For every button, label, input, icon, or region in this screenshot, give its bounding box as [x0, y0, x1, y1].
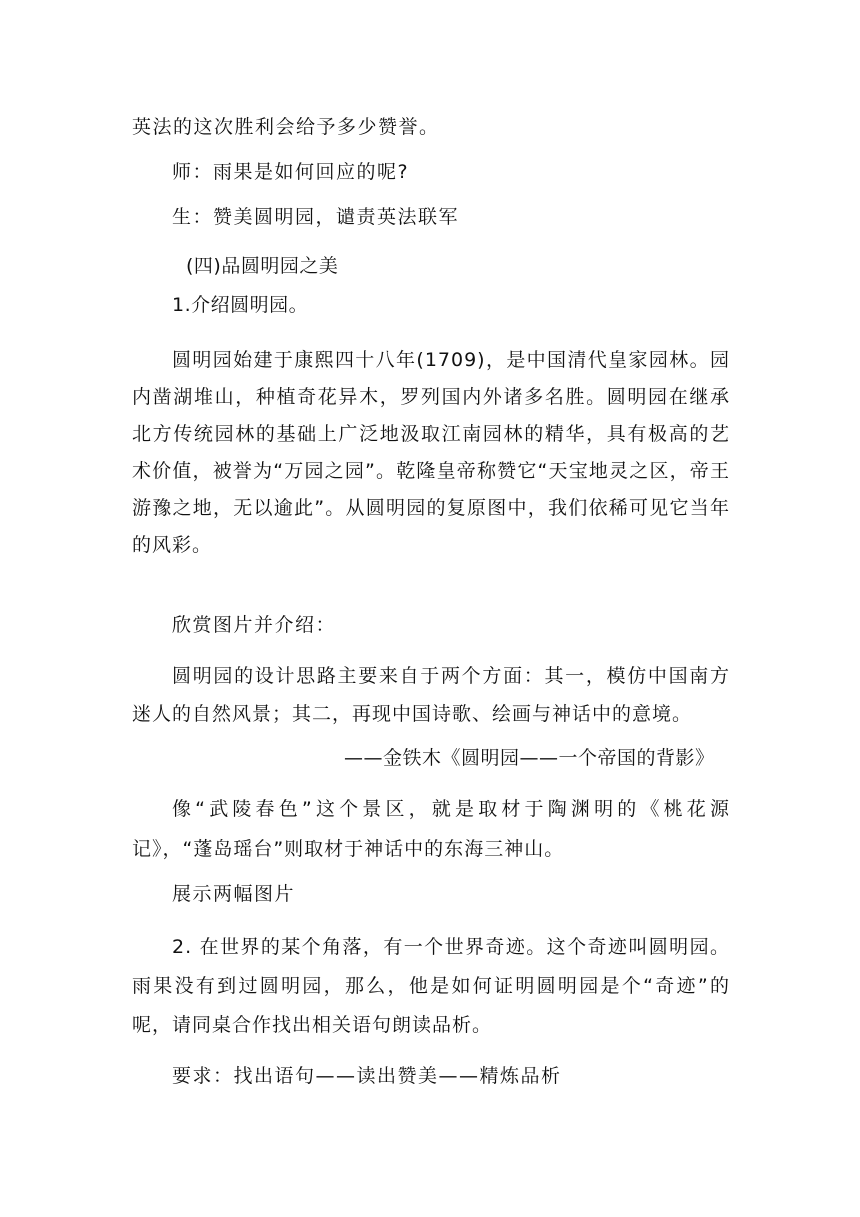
item-2-paragraph: 2. 在世界的某个角落，有一个世界奇迹。这个奇迹叫圆明园。雨果没有到过圆明园，那么，他是如何证明圆明园是个“奇迹”的呢，请同桌合作找出相关语句朗读品析。: [132, 936, 730, 1036]
quote-source: ——金铁木《圆明园——一个帝国的背影》: [344, 747, 715, 769]
intro-paragraph: 圆明园始建于康熙四十八年(1709)，是中国清代皇家园林。园内凿湖堆山，种植奇花异木，罗列国内外诸多名胜。圆明园在继承北方传统园林的基础上广泛地汲取江南园林的精华，具有极高的艺术价值，被誉为“万园之园”。乾隆皇帝称赞它“天宝地灵之区，帝王游豫之地，无以逾此”。从圆明园的复原图中，我们依稀可见它当年的风彩。: [132, 349, 730, 556]
item-heading-1: 1.介绍圆明园。: [172, 294, 309, 316]
teacher-question: 师：雨果是如何回应的呢?: [172, 161, 410, 183]
requirement-line: 要求：找出语句——读出赞美——精炼品析: [172, 1065, 562, 1087]
student-answer: 生：赞美圆明园，谴责英法联军: [172, 206, 460, 228]
text-line-praise: 英法的这次胜利会给予多少赞誉。: [132, 116, 440, 138]
scenery-paragraph: 像“武陵春色”这个景区，就是取材于陶渊明的《桃花源记》，“蓬岛瑶台”则取材于神话中的东海三神山。: [132, 798, 730, 860]
appreciate-label: 欣赏图片并介绍：: [172, 614, 337, 636]
section-heading: (四)品圆明园之美: [186, 255, 339, 277]
show-images-line: 展示两幅图片: [172, 883, 296, 905]
quote-paragraph: 圆明园的设计思路主要来自于两个方面：其一，模仿中国南方迷人的自然风景；其二，再现中国诗歌、绘画与神话中的意境。: [132, 665, 730, 725]
